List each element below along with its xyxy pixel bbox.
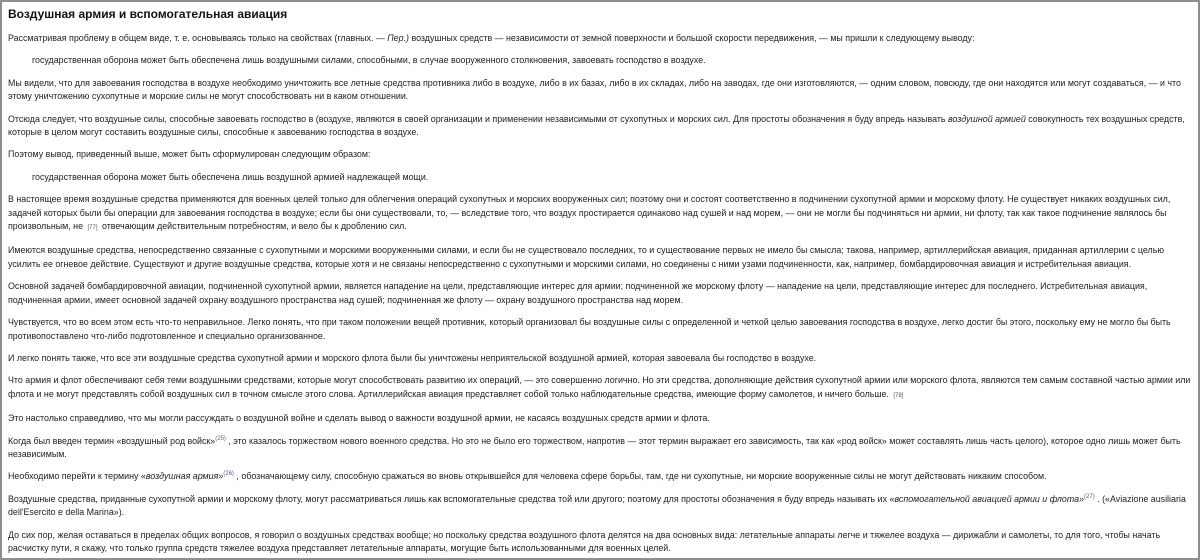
paragraph-3 <box>8 113 1191 140</box>
paragraph-7: Основной задачей бомбардировочной авиации, подчиненной сухопутной армии, является нападение на цели, представляющие интерес для армии; подчиненной же морскому флоту — нападение на цели, представляющие интерес для последнего. Истребительная авиация, подчиненная армии, имеет основной задачей охрану воздушного пространства над сушей; подчиненная же флоту — охрану воздушного пространства над морем. <box>8 281 1148 305</box>
paragraph-5 <box>8 193 1191 235</box>
text: Что армия и флот обеспечивают себя теми воздушными средствами, которые могут способствовать развитию их операций, — это совершенно логично. Но эти средства, дополняющие действия сухопутной армии или морского флота, являются тем самым составной частью армии или флота и не могут представлять собой воздушных сил в точном смысле этого слова. Артиллерийская авиация представляет собой только наблюдательные средства, имеющие форму самолетов, и ничего больше. <box>8 375 1191 399</box>
text: В настоящее время воздушные средства применяются для военных целей только для облегчения операций сухопутных и морских вооруженных сил; поэтому они и состоят соответственно в подчинении сухопутной армии и морскому флоту. Не существует никаких воздушных сил, задачей которых были бы операции для завоевания господства в воздухе; если бы они существовали, то, — вследствие того, что воздух простирается одинаково над сушей и над морем, — они не могли бы подчиняться ни армии, ни флоту, так как такое подчинение являлось бы произвольным, не <box>8 194 1171 232</box>
paragraph-2: Мы видели, что для завоевания господства в воздухе необходимо уничтожить все летные средства противника либо в воздухе, либо в их базах, либо в их складах, либо на заводах, где они изготовляются, — одним словом, повсюду, где они находятся или могут создаваться, — и что этому уничтожению сухопутные и морские силы не могут способствовать ни в каком отношении. <box>8 77 1181 102</box>
term-emphasis: вспомогательной авиацией армии и флота <box>894 493 1080 504</box>
quote-2: государственная оборона может быть обеспечена лишь воздушной армией надлежащей мощи. <box>32 171 429 182</box>
paragraph-6: Имеются воздушные средства, непосредственно связанные с сухопутными и морскими вооруженными силами, и если бы не существовало последних, то и существование первых не имело бы смысла; такова, например, артиллерийская авиация, приданная артиллерии с целью усилить ее огневое действие. Существуют и другие воздушные средства, которые хотя и не связаны непосредственно с сухопутными и морскими силами, но соединены с ними узами подчиненности, как, например, бомбардировочная авиация и истребительная авиация. <box>8 245 1164 269</box>
term-emphasis: воздушная армия <box>145 471 219 482</box>
text: , обозначающему силу, способную сражаться во вновь открывшейся для человека сфере борьбы, там, где ни сухопутные, ни морские вооруженные силы не могут действовать никаким способом. <box>233 471 1047 482</box>
text: отвечающим действительным потребностям, и вело бы к дроблению сил. <box>99 221 407 232</box>
translator-note: Пер.) <box>387 33 409 43</box>
paragraph-1 <box>8 32 1191 45</box>
paragraph-13 <box>8 470 1191 483</box>
page-ref-77[interactable]: [77] <box>87 225 98 232</box>
paragraph-8: Чувствуется, что во всем этом есть что-то неправильное. Легко понять, что при таком положении вещей противник, который организовал бы воздушные силы с определенной и четкой целью завоевания господства в воздухе, легко достиг бы этого, поскольку ему не могло бы быть противопоставлено что-либо подготовленное и специально организованное. <box>8 317 1171 341</box>
text: . («Aviazione ausiliaria dell'Esercito e della Marina»). <box>8 493 1186 518</box>
text: Когда был введен термин «воздушный род войск» <box>8 435 216 446</box>
paragraph-12 <box>8 435 1191 462</box>
quote-1: государственная оборона может быть обеспечена лишь воздушными силами, способными, в случае вооруженного столкновения, завоевать господство в воздухе. <box>32 55 706 66</box>
text: , это казалось торжеством нового военного средства. Но это не было его торжеством, напротив — этот термин выражает его зависимость, так как «род войск» может составлять лишь часть целого), которое одно лишь может быть независимым. <box>8 435 1181 459</box>
article-title: Воздушная армия и вспомогательная авиация <box>8 7 288 21</box>
paragraph-15: До сих пор, желая оставаться в пределах общих вопросов, я говорил о воздушных средствах вообще; но поскольку средства воздушного флота делятся на два основных вида: летательные аппараты легче и тяжелее воздуха — дирижабли и самолеты, то для того, чтобы начать расчистку пути, я скажу, что только группа средств тяжелее воздуха представляет летательные аппараты, могущие быть использованными для военных целей. <box>8 529 1161 553</box>
paragraph-11: Это настолько справедливо, что мы могли рассуждать о воздушной войне и сделать вывод о важности воздушной армии, не касаясь воздушных средств армии и флота. <box>8 413 710 424</box>
text: Отсюда следует, что воздушные силы, способные завоевать господство в (воздухе, являются в своей организации и применении независимыми от сухопутных и морских сил. Для простоты обозначения я буду впредь называть <box>8 113 948 124</box>
term-emphasis: воздушной армией <box>947 113 1026 124</box>
footnote-link-27[interactable]: (27) <box>1084 493 1095 500</box>
paragraph-10 <box>8 374 1191 403</box>
paragraph-14 <box>8 493 1191 520</box>
text: совокупность тех воздушных средств, которые в целом могут составить воздушные силы, способные к завоеванию господства в воздухе. <box>8 113 1185 138</box>
text: Воздушные средства, приданные сухопутной армии и морскому флоту, могут рассматриваться лишь как вспомогательные средства той или другого; поэтому для простоты обозначения я буду впредь называть их « <box>8 493 895 504</box>
text: Рассматривая проблему в общем виде, т. е. основываясь только на свойствах (главных. — <box>8 33 388 43</box>
text: Необходимо перейти к термину « <box>8 471 146 482</box>
text: воздушных средств — независимости от земной поверхности и большой скорости передвижения, — мы пришли к следующему выводу: <box>408 33 975 43</box>
paragraph-4: Поэтому вывод, приведенный выше, может быть сформулирован следующим образом: <box>8 149 371 160</box>
quote-mark: » <box>1079 493 1085 504</box>
paragraph-9: И легко понять также, что все эти воздушные средства сухопутной армии и морского флота были бы уничтожены неприятельской воздушной армией, которая завоевала бы господство в воздухе. <box>8 352 817 363</box>
quote-mark: » <box>218 471 224 482</box>
page-ref-78[interactable]: [78] <box>893 392 904 399</box>
article-content <box>2 2 1198 555</box>
footnote-link-25[interactable]: (25) <box>215 435 226 442</box>
footnote-link-26[interactable]: (26) <box>223 471 234 478</box>
